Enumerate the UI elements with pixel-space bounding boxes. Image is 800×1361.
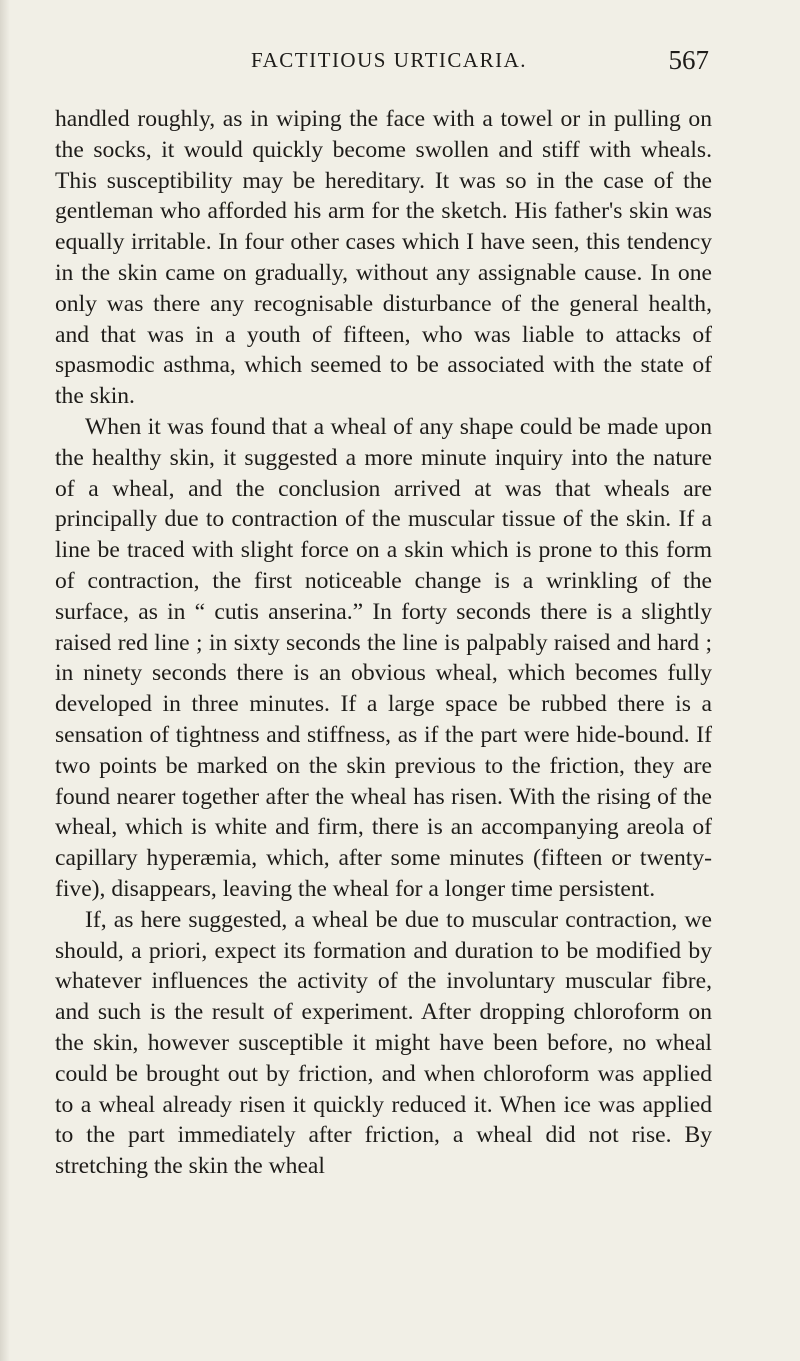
running-header xyxy=(251,45,709,80)
paragraph-1: handled roughly, as in wiping the face with a towel or in pulling on the socks, it would quickly become swollen and stiff with wheals. This susceptibility may be hereditary. It was so in the case of the gentleman who afforded his arm for the sketch. His father's skin was equally irritable. In four other cases which I have seen, this tendency in the skin came on gradually, without any assignable cause. In one only was there any recognisable disturbance of the general health, and that was in a youth of fifteen, who was liable to attacks of spasmodic asthma, which seemed to be associated with the state of the skin. xyxy=(55,106,712,410)
running-title: FACTITIOUS URTICARIA. xyxy=(251,48,528,72)
body-text xyxy=(55,104,712,1182)
paragraph-3: If, as here suggested, a wheal be due to muscular contraction, we should, a priori, expect its formation and duration to be modified by whatever influences the activity of the involuntary muscular fibre, and such is the result of experiment. After dropping chloroform on the skin, however susceptible it might have been before, no wheal could be brought out by friction, and when chloroform was applied to a wheal already risen it quickly reduced it. When ice was applied to the part immediately after friction, a wheal did not rise. By stretching the skin the wheal xyxy=(55,906,712,1180)
page-edge-shadow xyxy=(0,0,10,1361)
paragraph-2: When it was found that a wheal of any shape could be made upon the healthy skin, it suggested a more minute inquiry into the nature of a wheal, and the conclusion arrived at was that wheals are principally due to contraction of the muscular tissue of the skin. If a line be traced with slight force on a skin which is prone to this form of contraction, the first noticeable change is a wrinkling of the surface, as in “ cutis anserina.” In forty seconds there is a slightly raised red line ; in sixty seconds the line is palpably raised and hard ; in ninety seconds there is an obvious wheal, which becomes fully developed in three minutes. If a large space be rubbed there is a sensation of tightness and stiffness, as if the part were hide-bound. If two points be marked on the skin previous to the friction, they are found nearer together after the wheal has risen. With the rising of the wheal, which is white and firm, there is an accompanying areola of capillary hyperæmia, which, after some minutes (fifteen or twenty-five), disappears, leaving the wheal for a longer time persistent. xyxy=(55,413,712,902)
page-number: 567 xyxy=(668,45,709,75)
